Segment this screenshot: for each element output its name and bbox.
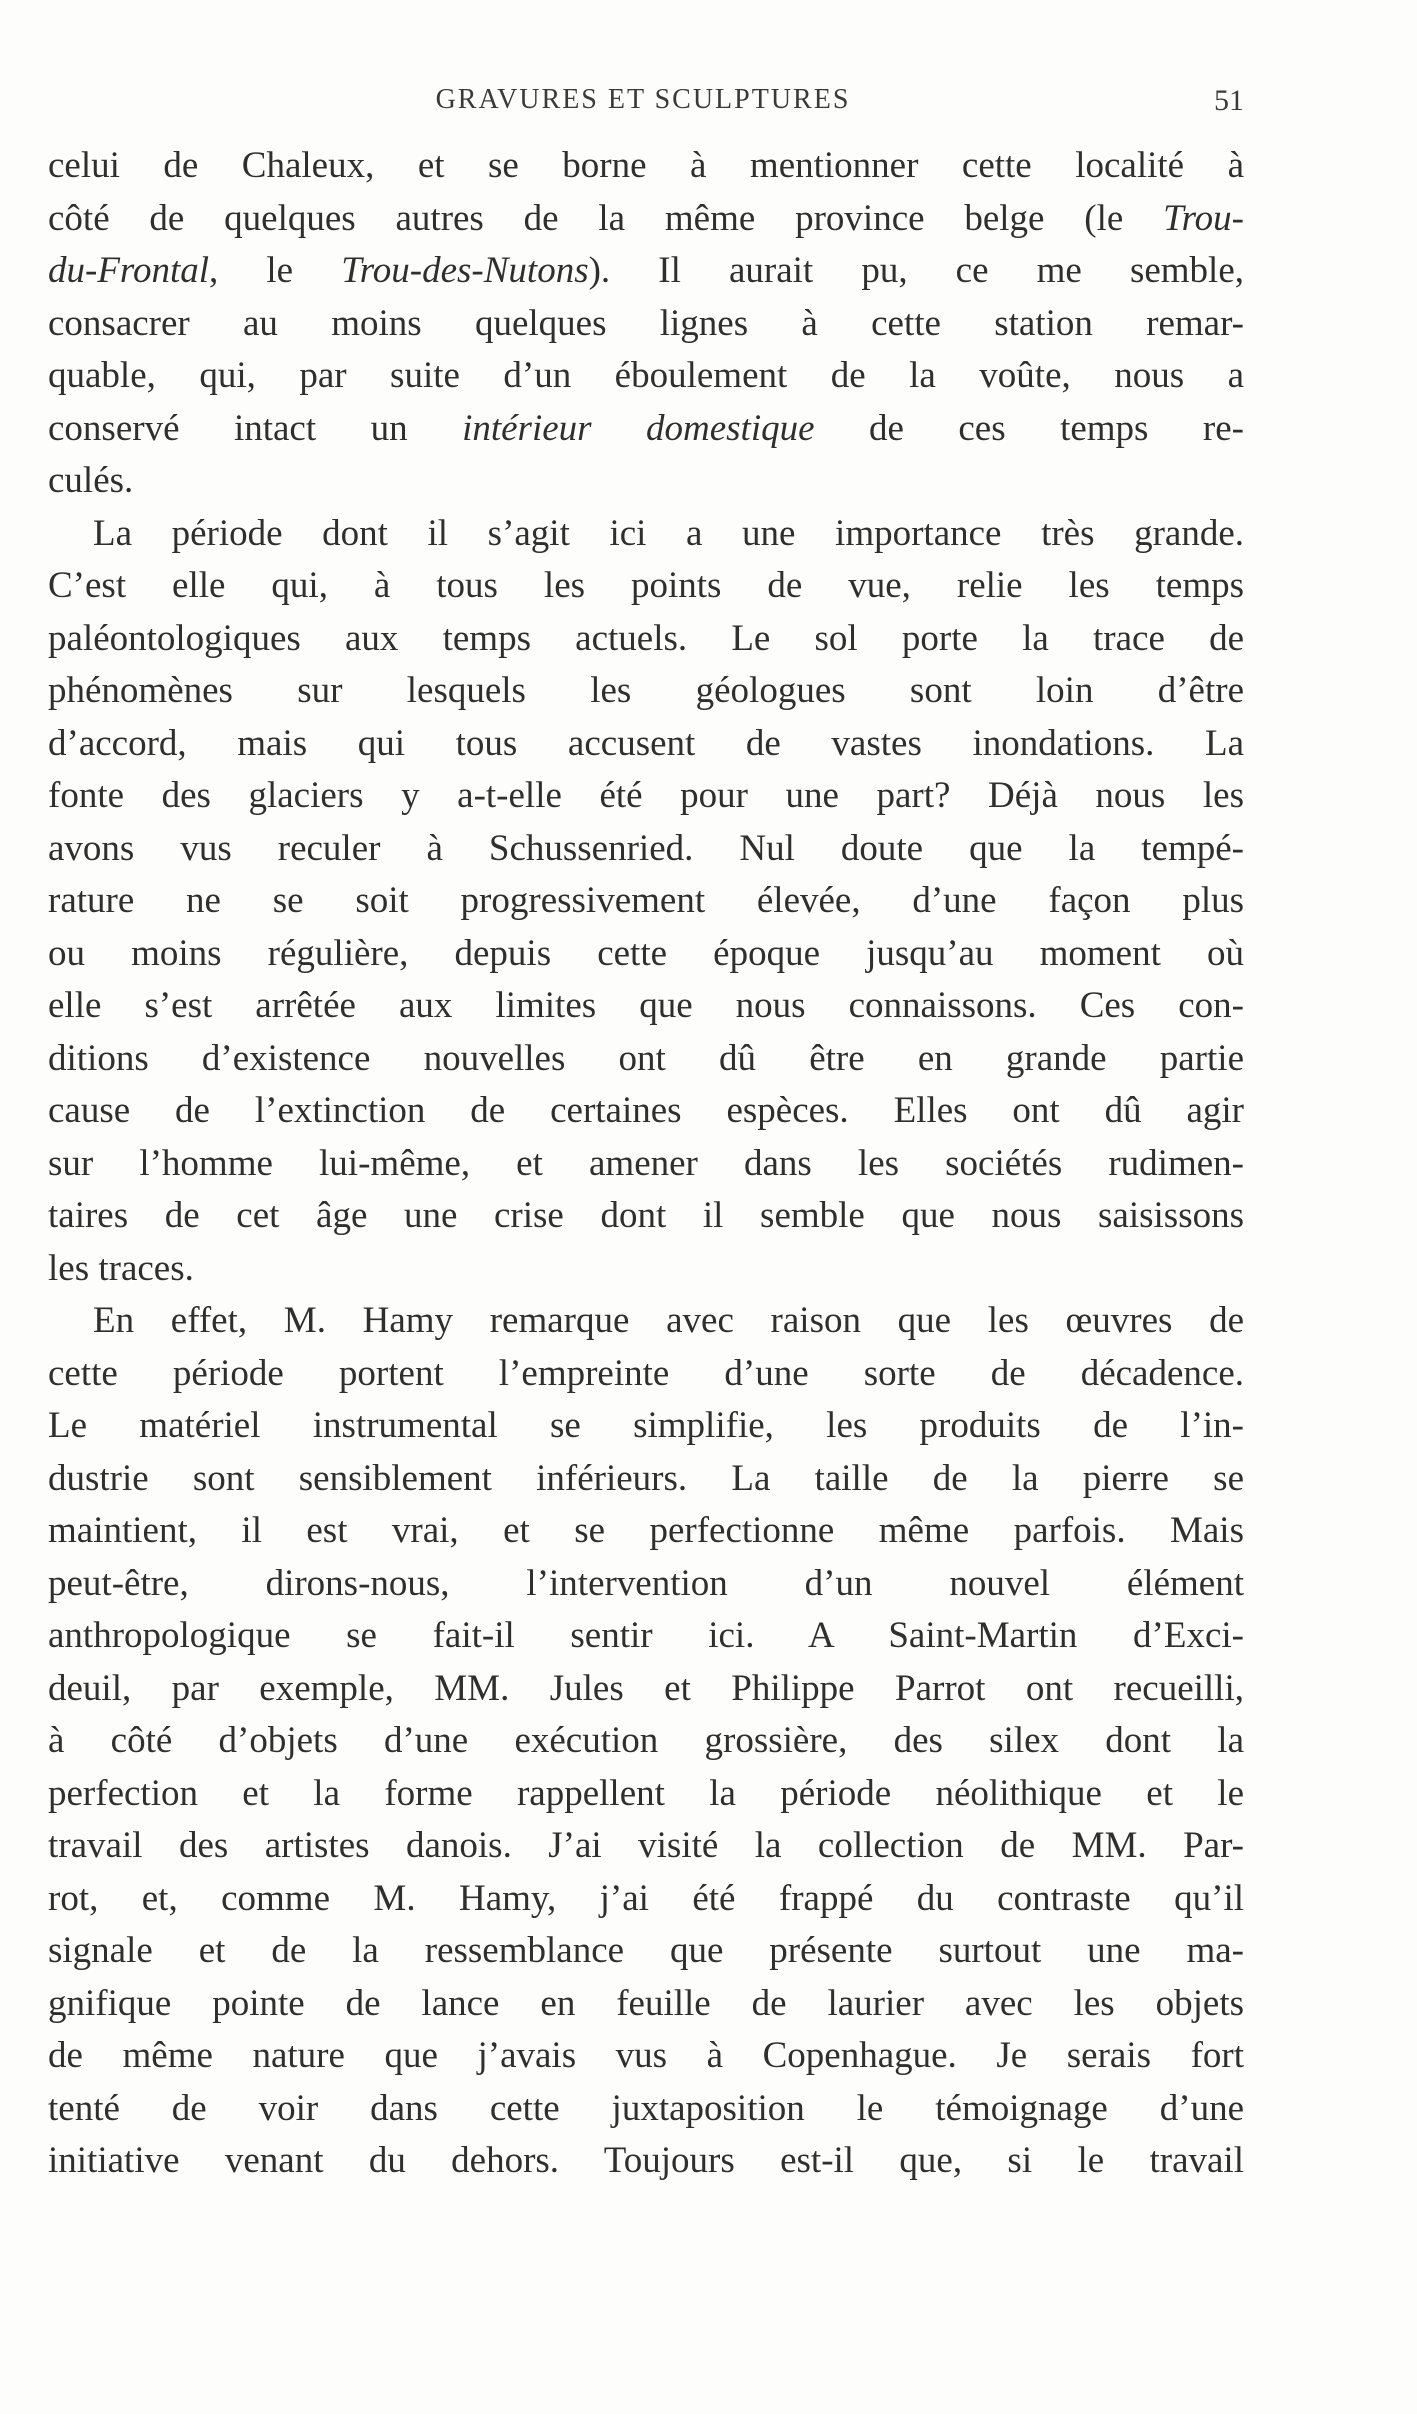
running-head — [48, 84, 1244, 124]
text-segment: avons vus reculer à Schussenried. Nul doute que la tempé- — [48, 827, 1244, 869]
text-segment: de même nature que j’avais vus à Copenhague. Je serais fort — [48, 2035, 1244, 2076]
text-line — [48, 1453, 1244, 1506]
text-line — [48, 193, 1244, 246]
text-segment: conservé intact un — [48, 407, 463, 449]
text-segment: C’est elle qui, à tous les points de vue, relie les temps — [48, 565, 1244, 606]
text-segment: peut-être, dirons-nous, l’intervention d’un nouvel élément — [48, 1562, 1244, 1604]
text-line — [48, 2083, 1244, 2136]
text-line — [48, 508, 1244, 561]
italic-text: intérieur domestique — [462, 407, 815, 449]
text-line — [48, 1505, 1244, 1558]
text-segment: perfection et la forme rappellent la période néolithique et le — [48, 1772, 1244, 1814]
text-segment: signale et de la ressemblance que présente surtout une ma- — [48, 1930, 1244, 1971]
text-segment: deuil, par exemple, MM. Jules et Philippe Parrot ont recueilli, — [48, 1667, 1244, 1709]
text-segment: cette période portent l’empreinte d’une sorte de décadence. — [48, 1352, 1244, 1394]
text-line — [48, 718, 1244, 771]
text-segment: Le matériel instrumental se simplifie, les produits de l’in- — [48, 1405, 1244, 1446]
text-line — [48, 1138, 1244, 1191]
text-segment: gnifique pointe de lance en feuille de laurier avec les objets — [48, 1982, 1244, 2024]
text-segment: rature ne se soit progressivement élevée, d’une façon plus — [48, 880, 1244, 921]
text-line — [48, 1085, 1244, 1138]
text-line — [48, 1768, 1244, 1821]
text-line — [48, 1558, 1244, 1611]
italic-text: du-Frontal — [48, 250, 210, 291]
text-segment: à côté d’objets d’une exécution grossière, des silex dont la — [48, 1720, 1244, 1761]
text-segment: phénomènes sur lesquels les géologues sont loin d’être — [48, 670, 1244, 711]
text-line — [48, 1400, 1244, 1453]
text-segment: elle s’est arrêtée aux limites que nous connaissons. Ces con- — [48, 985, 1244, 1026]
text-segment: paléontologiques aux temps actuels. Le sol porte la trace de — [48, 617, 1244, 659]
running-title: GRAVURES ET SCULPTURES — [435, 84, 851, 115]
text-segment: taires de cet âge une crise dont il semble que nous saisissons — [48, 1195, 1244, 1236]
text-line — [48, 1610, 1244, 1663]
text-segment: fonte des glaciers y a-t-elle été pour une part? Déjà nous les — [48, 775, 1244, 816]
text-segment: culés. — [48, 460, 134, 501]
text-line — [48, 140, 1244, 193]
text-segment: côté de quelques autres de la même province belge (le — [48, 197, 1164, 239]
text-line — [48, 875, 1244, 928]
text-line — [48, 1925, 1244, 1978]
text-line — [48, 1190, 1244, 1243]
text-line — [48, 1243, 1244, 1296]
text-segment: de ces temps re- — [814, 407, 1244, 449]
text-segment: les traces. — [48, 1247, 194, 1289]
text-line — [48, 613, 1244, 666]
text-segment: ou moins régulière, depuis cette époque jusqu’au moment où — [48, 932, 1244, 974]
text-line — [48, 403, 1244, 456]
text-line — [48, 1820, 1244, 1873]
text-segment: sur l’homme lui-même, et amener dans les sociétés rudimen- — [48, 1142, 1244, 1184]
text-line — [48, 1033, 1244, 1086]
text-line — [48, 823, 1244, 876]
text-line — [48, 1663, 1244, 1716]
text-line — [48, 1715, 1244, 1768]
page-number: 51 — [1214, 84, 1244, 117]
text-line — [48, 350, 1244, 403]
text-line — [48, 1978, 1244, 2031]
italic-text: Trou- — [1163, 197, 1244, 239]
text-segment: La période dont il s’agit ici a une importance très grande. — [93, 512, 1244, 554]
text-line — [48, 665, 1244, 718]
text-segment: ditions d’existence nouvelles ont dû être en grande partie — [48, 1037, 1244, 1079]
text-segment: cause de l’extinction de certaines espèces. Elles ont dû agir — [48, 1090, 1244, 1131]
text-segment: maintient, il est vrai, et se perfectionne même parfois. Mais — [48, 1510, 1244, 1551]
text-line — [48, 770, 1244, 823]
text-line — [48, 1295, 1244, 1348]
text-line — [48, 928, 1244, 981]
text-line — [48, 2135, 1244, 2188]
text-segment: dustrie sont sensiblement inférieurs. La taille de la pierre se — [48, 1457, 1244, 1499]
text-segment: consacrer au moins quelques lignes à cette station remar- — [48, 302, 1244, 344]
text-segment: anthropologique se fait-il sentir ici. A Saint-Martin d’Exci- — [48, 1615, 1244, 1656]
text-line — [48, 2030, 1244, 2083]
text-segment: ). Il aurait pu, ce me semble, — [588, 250, 1245, 291]
text-segment: d’accord, mais qui tous accusent de vastes inondations. La — [48, 722, 1244, 764]
text-segment: rot, et, comme M. Hamy, j’ai été frappé du contraste qu’il — [48, 1877, 1244, 1919]
text-line — [48, 980, 1244, 1033]
text-segment: En effet, M. Hamy remarque avec raison que les œuvres de — [93, 1300, 1244, 1341]
text-segment: , le — [209, 250, 342, 291]
text-line — [48, 455, 1244, 508]
text-line — [48, 1348, 1244, 1401]
body-text — [48, 140, 1244, 2188]
text-segment: quable, qui, par suite d’un éboulement de la voûte, nous a — [48, 355, 1244, 396]
text-segment: initiative venant du dehors. Toujours est-il que, si le travail — [48, 2140, 1244, 2181]
text-line — [48, 298, 1244, 351]
text-segment: travail des artistes danois. J’ai visité la collection de MM. Par- — [48, 1825, 1244, 1866]
text-line — [48, 560, 1244, 613]
text-line — [48, 1873, 1244, 1926]
text-line — [48, 245, 1244, 298]
italic-text: Trou-des-Nutons — [341, 250, 589, 291]
text-segment: celui de Chaleux, et se borne à mentionner cette localité à — [48, 145, 1244, 186]
text-segment: tenté de voir dans cette juxtaposition le témoignage d’une — [48, 2087, 1244, 2129]
